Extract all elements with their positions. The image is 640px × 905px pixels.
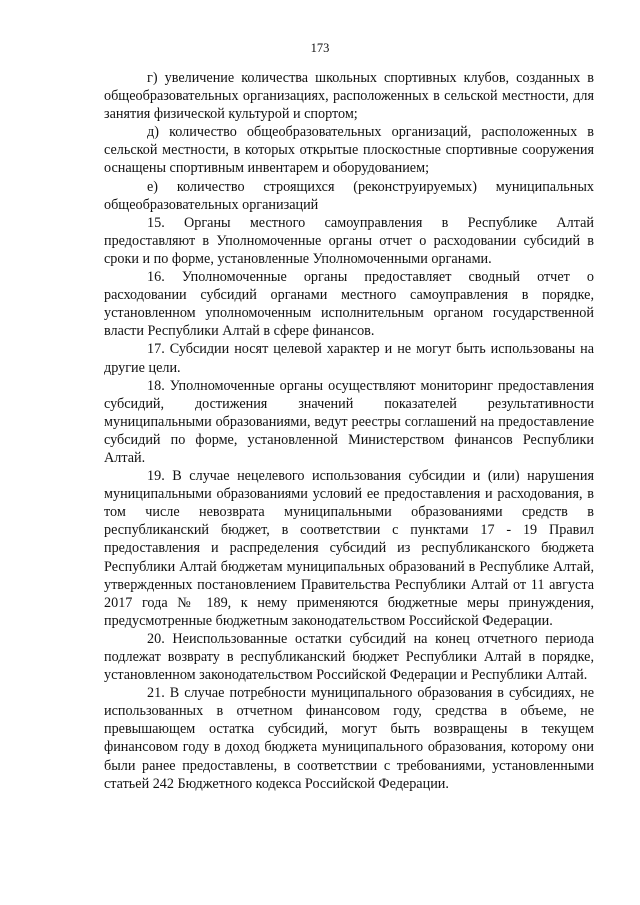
document-body [104,69,594,793]
paragraph-16: 16. Уполномоченные органы предоставляет сводный отчет о расходовании субсидий органами местного самоуправления в порядке, установленном уполномоченным исполнительным органом государственной власти Республики Алтай в сфере финансов. [104,269,594,340]
paragraph-15: 15. Органы местного самоуправления в Республике Алтай предоставляют в Уполномоченные органы отчет о расходовании субсидий в сроки и по форме, установленные Уполномоченными органами. [104,214,594,267]
paragraph-19: 19. В случае нецелевого использования субсидии и (или) нарушения муниципальными образованиями условий ее предоставления и расходования, в том числе невозврата муниципальными образованиями средств в республиканский бюджет, в соответствии с пунктами 17 - 19 Правил предоставления и распределения субсидий из республиканского бюджета Республики Алтай бюджетам муниципальных образований в Республике Алтай, утвержденных постановлением Правительства Республики Алтай от 11 августа 2017 года № 189, к нему применяются бюджетные меры принуждения, предусмотренные бюджетным законодательством Российской Федерации. [104,468,594,629]
paragraph-18: 18. Уполномоченные органы осуществляют мониторинг предоставления субсидий, достижения значений показателей результативности муниципальными образованиями, ведут реестры соглашений на предоставление субсидий по форме, установленной Министерством финансов Республики Алтай. [104,377,594,466]
paragraph-20: 20. Неиспользованные остатки субсидий на конец отчетного периода подлежат возврату в республиканский бюджет Республики Алтай в порядке, установленном законодательством Российской Федерации и Республики Алтай. [104,630,594,684]
paragraph-17: 17. Субсидии носят целевой характер и не могут быть использованы на другие цели. [104,341,594,376]
paragraph-item-d: д) количество общеобразовательных организаций, расположенных в сельской местности, в которых открытые плоскостные спортивные сооружения оснащены спортивным инвентарем и оборудованием; [104,124,594,177]
paragraph-21: 21. В случае потребности муниципального образования в субсидиях, не использованных в отчетном финансовом году, средства в объеме, не превышающем остатка субсидий, могут быть возвращены в текущем финансовом году в доход бюджета муниципального образования, которому они были ранее предоставлены, в соответствии с требованиями, установленными статьей 242 Бюджетного кодекса Российской Федерации. [104,685,594,792]
paragraph-item-g: г) увеличение количества школьных спортивных клубов, созданных в общеобразовательных организациях, расположенных в сельской местности, для занятия физической культурой и спортом; [104,70,594,123]
page-number: 173 [310,41,330,55]
paragraph-item-e: е) количество строящихся (реконструируемых) муниципальных общеобразовательных организаций [104,178,594,213]
